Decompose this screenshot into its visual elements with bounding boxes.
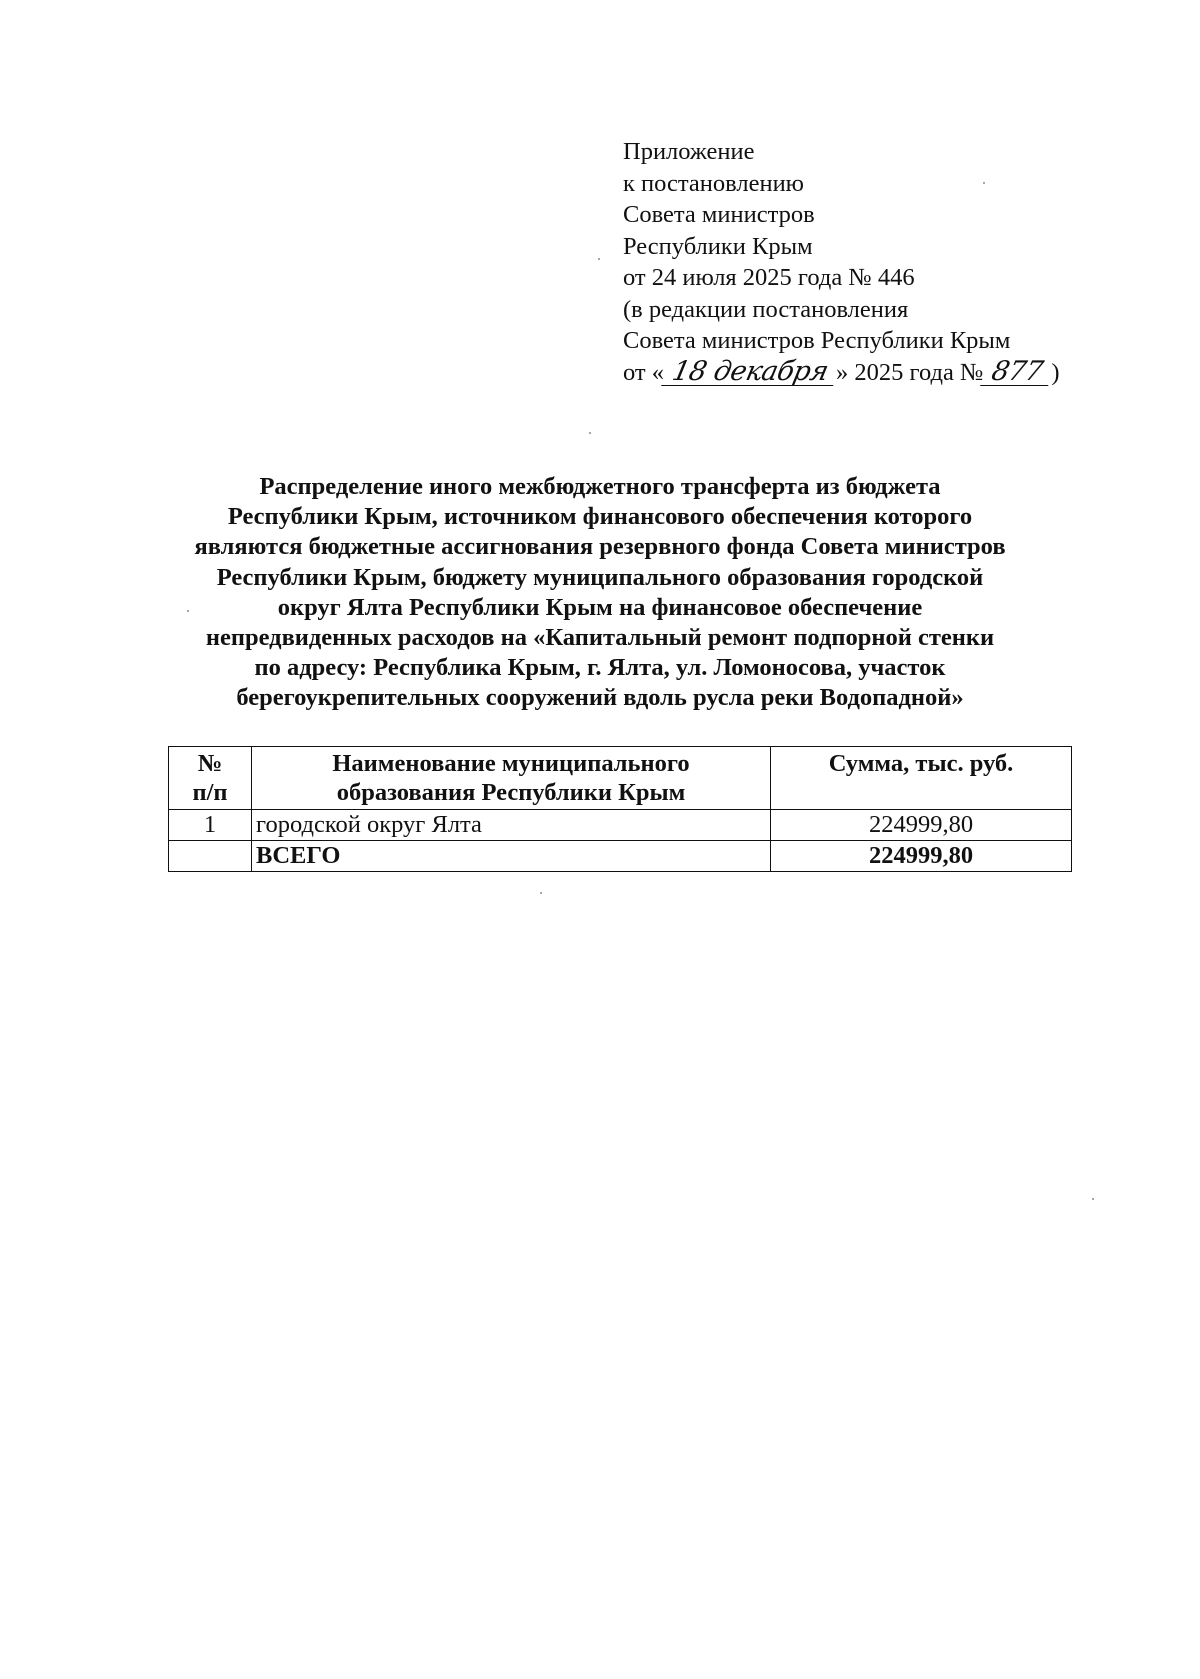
total-number bbox=[169, 841, 252, 872]
handwritten-number: 877 bbox=[980, 359, 1054, 386]
header-name-line-1: Наименование муниципального bbox=[332, 750, 690, 777]
title-line-4: Республики Крым, бюджету муниципального образования городской bbox=[216, 563, 984, 591]
title-line-6: непредвиденных расходов на «Капитальный ремонт подпорной стенки bbox=[205, 624, 995, 652]
header-name-line-2: образования Республики Крым bbox=[336, 779, 686, 806]
table-row bbox=[169, 810, 1072, 841]
appendix-line-5: от 24 июля 2025 года № 446 bbox=[623, 264, 915, 291]
appendix-line-3: Совета министров bbox=[623, 201, 815, 228]
table-total-row bbox=[169, 841, 1072, 872]
scan-speck bbox=[1092, 1198, 1094, 1200]
header-number-line-1: № bbox=[197, 750, 223, 777]
total-label: ВСЕГО bbox=[252, 841, 771, 872]
allocation-table bbox=[168, 746, 1072, 872]
total-sum: 224999,80 bbox=[771, 841, 1072, 872]
title-line-8: берегоукрепительных сооружений вдоль русла реки Водопадной» bbox=[236, 684, 964, 712]
appendix-line-2: к постановлению bbox=[623, 169, 804, 197]
document-title bbox=[160, 472, 1040, 714]
scan-speck bbox=[540, 892, 542, 894]
appendix-line-7: Совета министров Республики Крым bbox=[623, 327, 1011, 354]
header-sum: Сумма, тыс. руб. bbox=[771, 747, 1072, 810]
amendment-prefix: от « bbox=[623, 358, 665, 386]
amendment-year: » 2025 года № bbox=[836, 358, 984, 386]
table-header-row bbox=[169, 747, 1072, 810]
scan-speck bbox=[187, 610, 189, 612]
scan-speck bbox=[983, 182, 985, 184]
appendix-block bbox=[623, 136, 1103, 388]
amendment-suffix: ) bbox=[1051, 358, 1060, 386]
row-number: 1 bbox=[169, 810, 252, 841]
header-number-line-2: п/п bbox=[192, 779, 228, 806]
row-sum: 224999,80 bbox=[771, 810, 1072, 841]
row-name: городской округ Ялта bbox=[252, 810, 771, 841]
title-line-7: по адресу: Республика Крым, г. Ялта, ул. Ломоносова, участок bbox=[254, 654, 946, 682]
title-line-3: являются бюджетные ассигнования резервного фонда Совета министров bbox=[194, 533, 1006, 561]
appendix-line-1: Приложение bbox=[623, 138, 755, 165]
scan-speck bbox=[598, 258, 600, 260]
title-line-5: округ Ялта Республики Крым на финансовое обеспечение bbox=[277, 593, 923, 621]
title-line-1: Распределение иного межбюджетного трансферта из бюджета bbox=[259, 473, 941, 500]
appendix-line-4: Республики Крым bbox=[623, 232, 813, 260]
title-line-2: Республики Крым, источником финансового обеспечения которого bbox=[227, 503, 973, 531]
header-name bbox=[252, 747, 771, 810]
scan-speck bbox=[589, 432, 591, 434]
appendix-line-8 bbox=[623, 357, 1103, 389]
appendix-line-6: (в редакции постановления bbox=[623, 295, 909, 323]
header-number bbox=[169, 747, 252, 810]
handwritten-date: 18 декабря bbox=[661, 359, 839, 386]
